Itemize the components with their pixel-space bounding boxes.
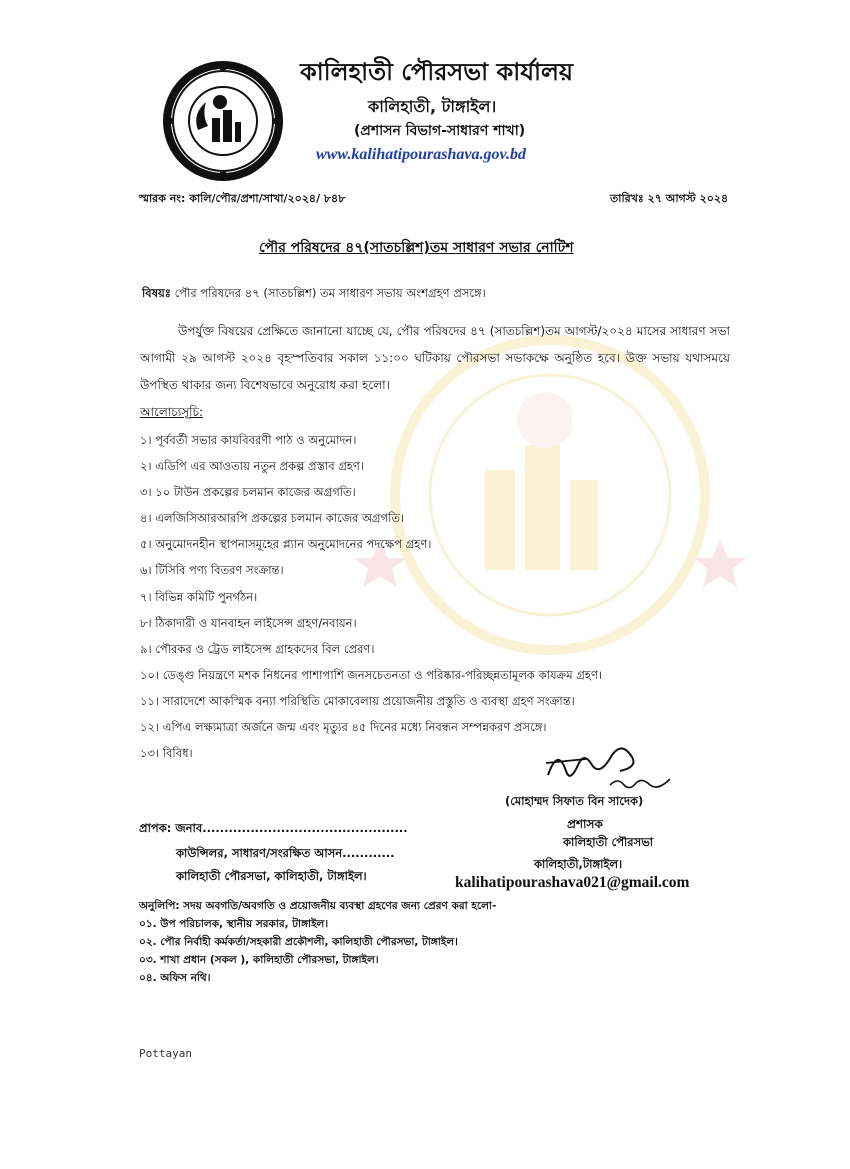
office-location: কালিহাতী, টাঙ্গাইল। xyxy=(368,97,497,116)
recipient-address: কালিহাতী পৌরসভা, কালিহাতী, টাঙ্গাইল। xyxy=(176,869,367,883)
agenda-item: ২। এডিপি এর আওতায় নতুন প্রকল্প প্রস্তাব গ্রহণ। xyxy=(140,459,364,474)
agenda-list xyxy=(140,427,602,766)
signatory-name: (মোহাম্মদ সিফাত বিন সাদেক) xyxy=(505,794,644,808)
agenda-item: ৯। পৌরকর ও ট্রেড লাইসেন্স গ্রাহকদের বিল প্রেরণ। xyxy=(140,641,375,656)
copy-item: ০২. পৌর নির্বাহী কর্মকর্তা/সহকারী প্রকৌশলী, কালিহাতী পৌরসভা, টাঙ্গাইল। xyxy=(139,936,458,948)
agenda-item: ৩। ১০ টাউন প্রকল্পের চলমান কাজের অগ্রগতি। xyxy=(140,485,356,500)
agenda-item: ১৩। বিবিধ। xyxy=(140,746,193,761)
subject-text: পৌর পরিষদের ৪৭ (সাতচল্লিশ) তম সাধারণ সভায় অংশগ্রহণ প্রসঙ্গে। xyxy=(174,286,486,300)
department-name: (প্রশাসন বিভাগ-সাধারণ শাখা) xyxy=(354,123,526,139)
notice-title: পৌর পরিষদের ৪৭(সাতচল্লিশ)তম সাধারণ সভার নোটিশ xyxy=(259,240,574,256)
copy-item: ০১. উপ পরিচালক, স্থানীয় সরকার, টাঙ্গাইল। xyxy=(139,918,329,930)
agenda-item: ৪। এলজিসিআরআরপি প্রকল্পের চলমান কাজের অগ্রগতি। xyxy=(140,511,405,526)
agenda-heading: আলোচ্যসূচি: xyxy=(140,405,204,419)
copy-item: ০৪. অফিস নথি। xyxy=(139,972,211,984)
agenda-item: ৭। বিভিন্ন কমিটি পুনর্গঠন। xyxy=(140,589,258,604)
handwritten-signature xyxy=(540,745,690,793)
signatory-office: কালিহাতী পৌরসভা xyxy=(563,835,654,849)
agenda-item: ৬। টিসিবি পণ্য বিতরণ সংক্রান্ত। xyxy=(140,563,284,578)
pourashava-seal-logo xyxy=(162,60,284,182)
agenda-item: ৫। অনুমোদনহীন স্থাপনাসমূহের প্ল্যান অনুমোদনের পদক্ষেপ গ্রহণ। xyxy=(140,537,432,552)
website-link[interactable]: www.kalihatipourashava.gov.bd xyxy=(316,146,526,163)
copy-item: ০৩. শাখা প্রধান (সকল ), কালিহাতী পৌরসভা, টাঙ্গাইল। xyxy=(139,954,379,966)
copy-to-list xyxy=(139,897,496,987)
body-paragraph: উপর্যুক্ত বিষয়ের প্রেক্ষিতে জানানো যাচ্ছে যে, পৌর পরিষদের ৪৭ (সাতচল্লিশ)তম আগস্ট/২০২৪ মাসের সাধারণ সভা আগামী ২৯ আগস্ট ২০২৪ বৃহস্পতিবার সকাল ১১:০০ ঘটিকায় পৌরসভা সভাকক্ষে অনুষ্ঠিত হবে। উক্ত সভায় যথাসময়ে উপস্থিত থাকার জন্য বিশেষভাবে অনুরোধ করা হলো। xyxy=(140,324,730,392)
memo-number: স্মারক নং: কালি/পৌর/প্রশা/সাখা/২০২৪/ ৮৪৮ xyxy=(139,192,346,205)
signatory-role: প্রশাসক xyxy=(567,817,603,831)
office-name: কালিহাতী পৌরসভা কার্যালয় xyxy=(300,58,574,86)
agenda-item: ১২। এপিএ লক্ষ্যমাত্রা অর্জনে জন্ম এবং মৃত্যুর ৪৫ দিনের মধ্যে নিবন্ধন সম্পন্নকরণ প্রসঙ্গে। xyxy=(140,720,547,735)
subject-line xyxy=(142,285,486,304)
footer-text: Pottayan xyxy=(139,1047,192,1060)
agenda-item: ১১। সারাদেশে আকস্মিক বন্যা পরিস্থিতি মোকাবেলায় প্রয়োজনীয় প্রস্তুতি ও ব্যবস্থা গ্রহণ সংক্রান্ত। xyxy=(140,693,575,708)
agenda-item: ১০। ডেঙ্গু নিয়ন্ত্রণে মশক নিধনের পাশাপাশি জনসচেতনতা ও পরিষ্কার-পরিচ্ছন্নতামূলক কাযক্রম গ্রহণ। xyxy=(140,667,603,682)
agenda-item: ৮। ঠিকাদারী ও যানবাহন লাইসেন্স গ্রহণ/নবায়ন। xyxy=(140,615,357,630)
agenda-item: ১। পূর্ববর্তী সভার কাযবিবরণী পাঠ ও অনুমোদন। xyxy=(140,433,357,447)
memo-date: তারিখঃ ২৭ আগস্ট ২০২৪ xyxy=(610,192,729,205)
signatory-address: কালিহাতী,টাঙ্গাইল। xyxy=(534,857,623,871)
subject-label: বিষয়ঃ xyxy=(142,286,171,300)
recipient-designation: কাউন্সিলর, সাধারণ/সংরক্ষিত আসন............ xyxy=(176,846,395,860)
copy-intro: অনুলিপি: সদয় অবগতি/অবগতি ও প্রয়োজনীয় ব্যবস্থা গ্রহণের জন্য প্রেরণ করা হলো- xyxy=(139,900,497,912)
contact-email[interactable]: kalihatipourashava021@gmail.com xyxy=(455,874,690,891)
recipient-line: প্রাপক: জনাব............................................... xyxy=(139,821,408,835)
